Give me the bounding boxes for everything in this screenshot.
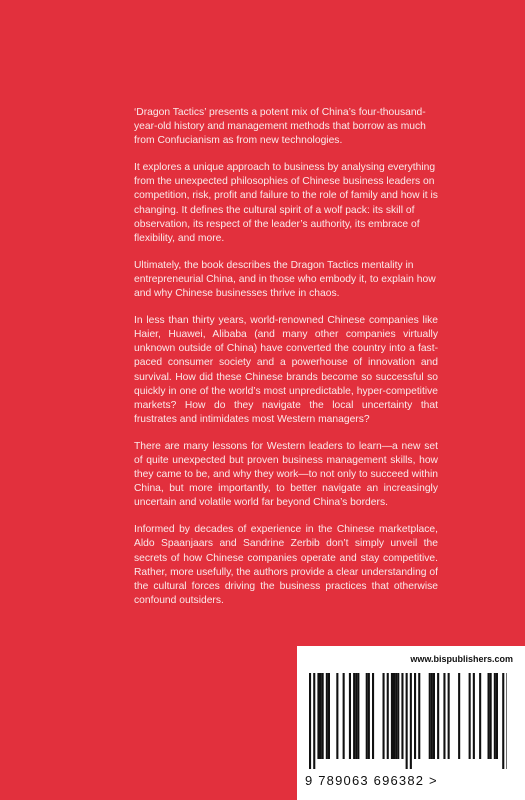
barcode-bar <box>313 673 315 769</box>
barcode-bar <box>406 673 408 769</box>
barcode-bar <box>490 673 492 759</box>
barcode-bar <box>410 673 412 769</box>
isbn-barcode <box>307 673 507 771</box>
barcode-bar <box>368 673 370 759</box>
barcode-bar <box>387 673 389 759</box>
barcode-bar <box>343 673 345 759</box>
barcode-bar <box>469 673 471 759</box>
blurb-paragraph-4: In less than thirty years, world-renowned Chinese companies like Haier, Huawei, Alibaba (and many other companies virtually unknown outside of China) have converted the country into a fast-paced consumer society and a powerhouse of innovation and survival. How did these Chinese brands become so successful so quickly in one of the world’s most unpredictable, hyper-competitive markets? How do they navigate the local uncertainty that frustrates and intimidates most Western managers? <box>134 315 438 425</box>
barcode-bar <box>443 673 445 759</box>
barcode-bar <box>372 673 374 759</box>
barcode-bar <box>320 673 322 759</box>
barcode-bar <box>506 673 507 769</box>
barcode-bar <box>328 673 330 759</box>
barcode-bar <box>488 673 490 759</box>
barcode-bar <box>473 673 475 759</box>
blurb-paragraph-6: Informed by decades of experience in the Chinese marketplace, Aldo Spaanjaars and Sandrine Zerbib don’t simply unveil the secrets of how Chinese companies operate and stay competitive. Rather, more usefully, the authors provide a clear understanding of the cultural forces driving the business practices that otherwise confound outsiders. <box>134 524 438 606</box>
barcode-bar <box>393 673 395 759</box>
barcode-bar <box>383 673 385 759</box>
publisher-url: www.bispublishers.com <box>410 654 513 664</box>
barcode-bar <box>479 673 481 759</box>
blurb-paragraph-3: Ultimately, the book describes the Dragon Tactics mentality in entrepreneurial China, and in those who embody it, to explain how and why Chinese businesses thrive in chaos. <box>134 259 436 300</box>
blurb-text <box>134 106 438 621</box>
barcode-bar <box>317 673 319 759</box>
barcode-bar <box>357 673 359 759</box>
barcode-bar <box>366 673 368 759</box>
barcode-bar <box>309 673 311 769</box>
barcode-bar <box>326 673 328 759</box>
barcode-bar <box>353 673 355 759</box>
isbn-number: 9 789063 696382 > <box>305 773 438 788</box>
barcode-bar <box>448 673 450 759</box>
barcode-panel <box>297 646 525 800</box>
barcode-bar <box>414 673 416 759</box>
barcode-bar <box>458 673 460 759</box>
barcode-bar <box>401 673 403 759</box>
blurb-paragraph-2: It explores a unique approach to business by analysing everything from the unexpected philosophies of Chinese business leaders on competition, risk, profit and failure to the role of family and how it is changing. It defines the cultural spirit of a wolf pack: its skill of observation, its respect of the leader’s authority, its embrace of flexibility, and more. <box>134 162 438 244</box>
barcode-bar <box>433 673 435 759</box>
barcode-bar <box>418 673 420 759</box>
barcode-bar <box>322 673 324 759</box>
barcode-bar <box>437 673 439 759</box>
barcode-bar <box>431 673 433 759</box>
barcode-bar <box>494 673 496 759</box>
blurb-paragraph-1: ‘Dragon Tactics’ presents a potent mix of China’s four-thousand-year-old history and management methods that borrow as much from Confucianism as from new technologies. <box>134 107 426 147</box>
barcode-bar <box>502 673 504 769</box>
barcode-bar <box>429 673 431 759</box>
barcode-bar <box>336 673 338 759</box>
barcode-bar <box>349 673 351 759</box>
barcode-bar <box>496 673 498 759</box>
barcode-bar <box>355 673 357 759</box>
barcode-bar <box>391 673 393 759</box>
barcode-bar <box>397 673 399 759</box>
barcode-bar <box>395 673 397 759</box>
blurb-paragraph-5: There are many lessons for Western leaders to learn—a new set of quite unexpected but proven business management skills, how they came to be, and why they work—to not only to succeed within China, but more importantly, to better navigate an increasingly uncertain and volatile world far beyond China’s borders. <box>134 440 438 509</box>
